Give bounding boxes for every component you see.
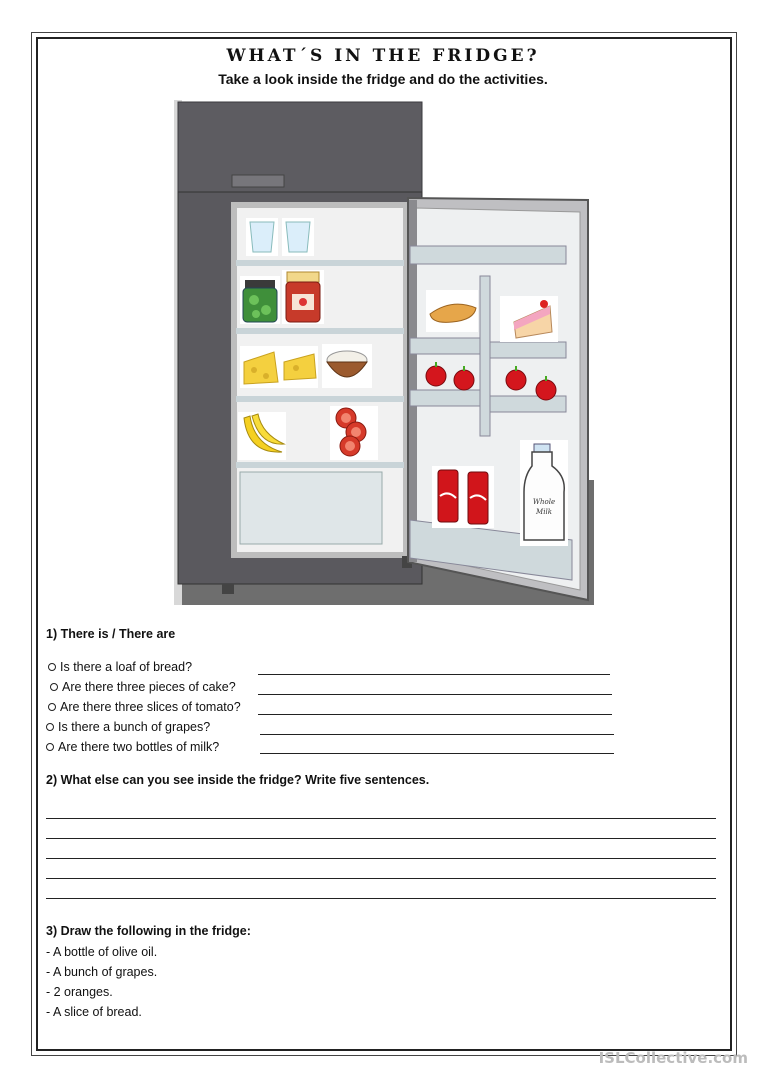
- question-3: Are there three slices of tomato?: [48, 700, 241, 714]
- soda-cans: [432, 466, 494, 528]
- answer-line-3[interactable]: [258, 714, 612, 715]
- question-1: Is there a loaf of bread?: [48, 660, 192, 674]
- fridge-illustration: [174, 100, 594, 605]
- answer-line-1[interactable]: [258, 674, 610, 675]
- bananas: [238, 412, 286, 460]
- question-4: Is there a bunch of grapes?: [46, 720, 210, 734]
- question-5: Are there two bottles of milk?: [46, 740, 219, 754]
- worksheet-subtitle: Take a look inside the fridge and do the activities.: [218, 71, 548, 87]
- writing-line-2[interactable]: [46, 838, 716, 839]
- door-shelf: [486, 342, 566, 358]
- section1-heading: 1) There is / There are: [46, 627, 176, 641]
- watermark: ISLCollective.com: [598, 1049, 748, 1067]
- draw-item-1: - A bottle of olive oil.: [46, 945, 158, 959]
- shelf: [236, 328, 404, 334]
- bread-loaf: [426, 290, 478, 332]
- bullet-icon: [46, 743, 54, 751]
- svg-text:Whole: Whole: [532, 498, 556, 506]
- answer-line-4[interactable]: [260, 734, 614, 735]
- writing-line-3[interactable]: [46, 858, 716, 859]
- draw-item-4: - A slice of bread.: [46, 1005, 142, 1019]
- answer-line-5[interactable]: [260, 753, 614, 754]
- section2-heading: 2) What else can you see inside the fridge? Write five sentences.: [46, 773, 430, 787]
- door-shelf: [410, 390, 480, 406]
- pickle-jar: [240, 276, 280, 324]
- crisper-drawer: [240, 472, 382, 544]
- section3-heading: 3) Draw the following in the fridge:: [46, 924, 251, 938]
- door-shelf: [410, 338, 480, 354]
- door-shelf: [410, 246, 566, 264]
- tomato-slices: [330, 406, 378, 460]
- rice-bowl: [322, 344, 372, 388]
- door-shelf: [486, 396, 566, 412]
- worksheet-title: WHAT´S IN THE FRIDGE?: [226, 46, 540, 66]
- freezer-door: [178, 102, 422, 192]
- jam-jar: [282, 270, 324, 324]
- writing-line-4[interactable]: [46, 878, 716, 879]
- bullet-icon: [48, 663, 56, 671]
- shelf: [236, 462, 404, 468]
- answer-line-2[interactable]: [258, 694, 612, 695]
- bullet-icon: [50, 683, 58, 691]
- milk-bottle: [520, 440, 568, 546]
- shelf: [236, 260, 404, 266]
- bullet-icon: [46, 723, 54, 731]
- cheese-pieces: [240, 346, 318, 388]
- bullet-icon: [48, 703, 56, 711]
- cake-slice: [500, 296, 558, 342]
- writing-line-5[interactable]: [46, 898, 716, 899]
- draw-item-2: - A bunch of grapes.: [46, 965, 158, 979]
- writing-line-1[interactable]: [46, 818, 716, 819]
- svg-text:Milk: Milk: [536, 508, 552, 516]
- question-2: Are there three pieces of cake?: [50, 680, 236, 694]
- draw-item-3: - 2 oranges.: [46, 985, 113, 999]
- shelf: [236, 396, 404, 402]
